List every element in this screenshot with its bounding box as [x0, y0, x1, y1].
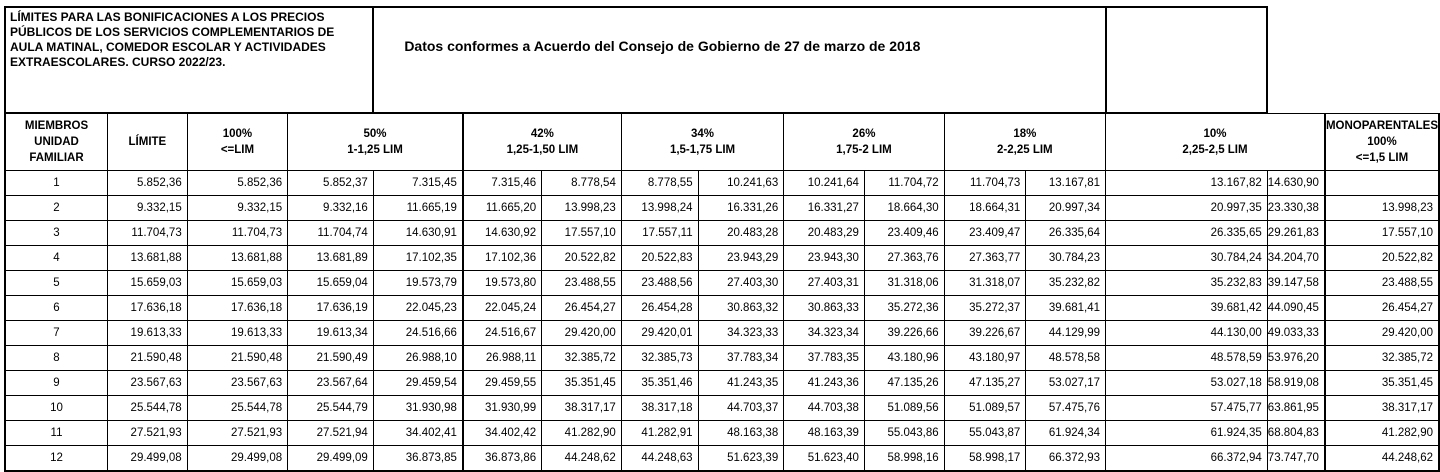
b10-from-cell: 61.924,35 [1106, 421, 1268, 446]
b50-to-cell: 24.516,66 [373, 321, 463, 346]
b10-to-cell: 49.033,33 [1267, 321, 1325, 346]
b50-to-cell: 19.573,79 [373, 271, 463, 296]
b50-from-cell: 17.636,19 [288, 296, 374, 321]
monoparental-cell: 29.420,00 [1325, 321, 1439, 346]
band-100-cell: 15.659,03 [187, 271, 287, 296]
b18-to-cell: 39.681,41 [1026, 296, 1106, 321]
table-row [5, 196, 1439, 221]
limit-cell: 23.567,63 [108, 371, 188, 396]
b50-to-cell: 17.102,35 [373, 246, 463, 271]
b42-from-cell: 34.402,42 [463, 421, 542, 446]
b18-from-cell: 31.318,07 [944, 271, 1026, 296]
members-cell: 11 [5, 421, 108, 446]
bonus-limits-table [4, 6, 1440, 472]
b42-to-cell: 29.420,00 [542, 321, 622, 346]
mono-range: <=1,5 LIM [1355, 151, 1409, 164]
b50-from-cell: 21.590,49 [288, 346, 374, 371]
monoparental-cell: 23.488,55 [1325, 271, 1439, 296]
b10-from-cell: 30.784,24 [1106, 246, 1268, 271]
b10-from-cell: 48.578,59 [1106, 346, 1268, 371]
b26-to-cell: 51.089,56 [864, 396, 944, 421]
b42-to-cell: 32.385,72 [542, 346, 622, 371]
b50-to-cell: 36.873,85 [373, 446, 463, 472]
b18-from-cell: 51.089,57 [944, 396, 1026, 421]
b34-to-cell: 30.863,32 [698, 296, 784, 321]
b42-to-cell: 17.557,10 [542, 221, 622, 246]
b34-from-cell: 41.282,91 [621, 421, 698, 446]
b34-to-cell: 10.241,63 [698, 171, 784, 196]
b50-to-cell: 34.402,41 [373, 421, 463, 446]
b18-to-cell: 30.784,23 [1026, 246, 1106, 271]
table-row [5, 346, 1439, 371]
b50-from-cell: 29.499,09 [288, 446, 374, 472]
b50-from-cell: 5.852,37 [288, 171, 374, 196]
b10-from-cell: 35.232,83 [1106, 271, 1268, 296]
b26-from-cell: 20.483,29 [784, 221, 865, 246]
b26-from-cell: 10.241,64 [784, 171, 865, 196]
title-row [5, 7, 1439, 113]
b26-from-cell: 44.703,38 [784, 396, 865, 421]
b34-to-cell: 37.783,34 [698, 346, 784, 371]
b34-to-cell: 51.623,39 [698, 446, 784, 472]
b34-from-cell: 38.317,18 [621, 396, 698, 421]
b18-to-cell: 57.475,76 [1026, 396, 1106, 421]
b26-to-cell: 27.363,76 [864, 246, 944, 271]
band-range: 1-1,25 LIM [347, 144, 403, 156]
band-10-header [1106, 113, 1325, 171]
table-row [5, 421, 1439, 446]
b42-to-cell: 44.248,62 [542, 446, 622, 472]
b10-to-cell: 23.330,38 [1267, 196, 1325, 221]
band-100-cell: 19.613,33 [187, 321, 287, 346]
b10-to-cell: 34.204,70 [1267, 246, 1325, 271]
b26-from-cell: 37.783,35 [784, 346, 865, 371]
b10-to-cell: 53.976,20 [1267, 346, 1325, 371]
b18-from-cell: 55.043,87 [944, 421, 1026, 446]
b26-to-cell: 18.664,30 [864, 196, 944, 221]
b26-to-cell: 35.272,36 [864, 296, 944, 321]
members-cell: 3 [5, 221, 108, 246]
b50-to-cell: 14.630,91 [373, 221, 463, 246]
b50-from-cell: 9.332,16 [288, 196, 374, 221]
limit-cell: 11.704,73 [108, 221, 188, 246]
column-header-row [5, 113, 1439, 171]
b26-to-cell: 55.043,86 [864, 421, 944, 446]
b42-to-cell: 26.454,27 [542, 296, 622, 321]
b34-from-cell: 13.998,24 [621, 196, 698, 221]
band-range: 1,75-2 LIM [836, 144, 892, 156]
b50-to-cell: 7.315,45 [373, 171, 463, 196]
limit-cell: 19.613,33 [108, 321, 188, 346]
b10-to-cell: 14.630,90 [1267, 171, 1325, 196]
table-row [5, 246, 1439, 271]
b10-from-cell: 13.167,82 [1106, 171, 1268, 196]
limit-cell: 13.681,88 [108, 246, 188, 271]
monoparental-cell: 20.522,82 [1325, 246, 1439, 271]
b26-to-cell: 39.226,66 [864, 321, 944, 346]
b34-from-cell: 8.778,55 [621, 171, 698, 196]
band-100-cell: 21.590,48 [187, 346, 287, 371]
b18-from-cell: 23.409,47 [944, 221, 1026, 246]
band-range: 2-2,25 LIM [997, 144, 1053, 156]
b26-from-cell: 30.863,33 [784, 296, 865, 321]
blank-header-cell [1106, 7, 1268, 113]
b50-to-cell: 22.045,23 [373, 296, 463, 321]
b10-from-cell: 39.681,42 [1106, 296, 1268, 321]
b18-to-cell: 26.335,64 [1026, 221, 1106, 246]
b18-from-cell: 35.272,37 [944, 296, 1026, 321]
b42-from-cell: 11.665,20 [463, 196, 542, 221]
band-100-cell: 29.499,08 [187, 446, 287, 472]
b42-from-cell: 29.459,55 [463, 371, 542, 396]
b26-from-cell: 48.163,39 [784, 421, 865, 446]
limit-cell: 27.521,93 [108, 421, 188, 446]
b34-from-cell: 17.557,11 [621, 221, 698, 246]
monoparental-cell: 35.351,45 [1325, 371, 1439, 396]
band-100-header [187, 113, 287, 171]
limit-header: LÍMITE [108, 113, 188, 171]
b18-from-cell: 47.135,27 [944, 371, 1026, 396]
members-cell: 2 [5, 196, 108, 221]
mono-title: MONOPARENTALES 100% [1325, 119, 1438, 148]
b18-to-cell: 66.372,93 [1026, 446, 1106, 472]
b50-to-cell: 31.930,98 [373, 396, 463, 421]
b42-to-cell: 35.351,45 [542, 371, 622, 396]
b26-from-cell: 27.403,31 [784, 271, 865, 296]
b34-to-cell: 16.331,26 [698, 196, 784, 221]
limit-cell: 9.332,15 [108, 196, 188, 221]
b42-to-cell: 41.282,90 [542, 421, 622, 446]
b18-from-cell: 11.704,73 [944, 171, 1026, 196]
b42-from-cell: 26.988,11 [463, 346, 542, 371]
b10-to-cell: 68.804,83 [1267, 421, 1325, 446]
band-pct: 10% [1203, 128, 1227, 140]
b26-from-cell: 16.331,27 [784, 196, 865, 221]
b34-from-cell: 44.248,63 [621, 446, 698, 472]
b50-from-cell: 11.704,74 [288, 221, 374, 246]
table-wrapper [4, 6, 1440, 472]
b42-from-cell: 31.930,99 [463, 396, 542, 421]
limit-cell: 15.659,03 [108, 271, 188, 296]
b26-to-cell: 31.318,06 [864, 271, 944, 296]
limit-cell: 5.852,36 [108, 171, 188, 196]
b34-to-cell: 34.323,33 [698, 321, 784, 346]
table-row [5, 371, 1439, 396]
table-row [5, 396, 1439, 421]
b34-from-cell: 35.351,46 [621, 371, 698, 396]
members-cell: 5 [5, 271, 108, 296]
band-18-header [944, 113, 1105, 171]
b50-to-cell: 29.459,54 [373, 371, 463, 396]
band-26-header [784, 113, 944, 171]
b10-from-cell: 57.475,77 [1106, 396, 1268, 421]
b26-to-cell: 43.180,96 [864, 346, 944, 371]
b34-to-cell: 41.243,35 [698, 371, 784, 396]
monoparental-cell: 32.385,72 [1325, 346, 1439, 371]
b10-to-cell: 73.747,70 [1267, 446, 1325, 472]
table-row [5, 296, 1439, 321]
table-row [5, 321, 1439, 346]
band-100-cell: 17.636,18 [187, 296, 287, 321]
b10-from-cell: 20.997,35 [1106, 196, 1268, 221]
b18-to-cell: 35.232,82 [1026, 271, 1106, 296]
b18-to-cell: 48.578,58 [1026, 346, 1106, 371]
members-cell: 8 [5, 346, 108, 371]
b50-from-cell: 23.567,64 [288, 371, 374, 396]
b42-to-cell: 13.998,23 [542, 196, 622, 221]
b26-from-cell: 23.943,30 [784, 246, 865, 271]
limit-cell: 25.544,78 [108, 396, 188, 421]
monoparental-cell: 44.248,62 [1325, 446, 1439, 472]
monoparental-cell: 17.557,10 [1325, 221, 1439, 246]
band-range: 1,25-1,50 LIM [506, 144, 579, 156]
monoparental-cell: 26.454,27 [1325, 296, 1439, 321]
monoparental-cell [1325, 171, 1439, 196]
band-pct: 34% [691, 128, 715, 140]
b26-to-cell: 47.135,26 [864, 371, 944, 396]
b10-to-cell: 58.919,08 [1267, 371, 1325, 396]
b18-to-cell: 13.167,81 [1026, 171, 1106, 196]
b10-to-cell: 44.090,45 [1267, 296, 1325, 321]
band-100-cell: 11.704,73 [187, 221, 287, 246]
b18-from-cell: 43.180,97 [944, 346, 1026, 371]
b18-from-cell: 27.363,77 [944, 246, 1026, 271]
b18-from-cell: 39.226,67 [944, 321, 1026, 346]
b26-to-cell: 58.998,16 [864, 446, 944, 472]
band-pct: 18% [1013, 128, 1037, 140]
table-title: LÍMITES PARA LAS BONIFICACIONES A LOS PRECIOS PÚBLICOS DE LOS SERVICIOS COMPLEMENTARIOS DE AULA MATINAL, COMEDOR ESCOLAR Y ACTIVIDADES EXTRAESCOLARES. CURSO 2022/23. [5, 7, 373, 113]
b42-from-cell: 24.516,67 [463, 321, 542, 346]
members-cell: 6 [5, 296, 108, 321]
band-100-cell: 5.852,36 [187, 171, 287, 196]
band-range: 1,5-1,75 LIM [669, 144, 736, 156]
band-range: 2,25-2,5 LIM [1182, 144, 1248, 156]
b42-to-cell: 20.522,82 [542, 246, 622, 271]
band-100-cell: 25.544,78 [187, 396, 287, 421]
b50-from-cell: 13.681,89 [288, 246, 374, 271]
limit-cell: 29.499,08 [108, 446, 188, 472]
b42-to-cell: 23.488,55 [542, 271, 622, 296]
b34-from-cell: 26.454,28 [621, 296, 698, 321]
band-100-cell: 23.567,63 [187, 371, 287, 396]
members-cell: 7 [5, 321, 108, 346]
b10-to-cell: 29.261,83 [1267, 221, 1325, 246]
members-cell: 4 [5, 246, 108, 271]
table-row [5, 171, 1439, 196]
b34-from-cell: 32.385,73 [621, 346, 698, 371]
b34-from-cell: 29.420,01 [621, 321, 698, 346]
monoparental-cell: 41.282,90 [1325, 421, 1439, 446]
b18-to-cell: 20.997,34 [1026, 196, 1106, 221]
b18-from-cell: 58.998,17 [944, 446, 1026, 472]
b42-from-cell: 14.630,92 [463, 221, 542, 246]
b34-to-cell: 23.943,29 [698, 246, 784, 271]
b42-from-cell: 19.573,80 [463, 271, 542, 296]
b34-to-cell: 44.703,37 [698, 396, 784, 421]
table-subtitle: Datos conformes a Acuerdo del Consejo de Gobierno de 27 de marzo de 2018 [373, 7, 1105, 113]
b10-to-cell: 63.861,95 [1267, 396, 1325, 421]
b34-to-cell: 27.403,30 [698, 271, 784, 296]
table-row [5, 221, 1439, 246]
monoparental-cell: 13.998,23 [1325, 196, 1439, 221]
band-range: <=LIM [220, 144, 255, 156]
b10-from-cell: 53.027,18 [1106, 371, 1268, 396]
b50-from-cell: 25.544,79 [288, 396, 374, 421]
members-header: MIEMBROS UNIDAD FAMILIAR [5, 113, 108, 171]
b34-to-cell: 48.163,38 [698, 421, 784, 446]
b42-from-cell: 36.873,86 [463, 446, 542, 472]
band-100-cell: 9.332,15 [187, 196, 287, 221]
b10-from-cell: 26.335,65 [1106, 221, 1268, 246]
b18-from-cell: 18.664,31 [944, 196, 1026, 221]
b34-from-cell: 20.522,83 [621, 246, 698, 271]
b50-to-cell: 26.988,10 [373, 346, 463, 371]
band-100-cell: 27.521,93 [187, 421, 287, 446]
b50-from-cell: 19.613,34 [288, 321, 374, 346]
b18-to-cell: 61.924,34 [1026, 421, 1106, 446]
b18-to-cell: 44.129,99 [1026, 321, 1106, 346]
band-pct: 26% [852, 128, 876, 140]
b42-from-cell: 7.315,46 [463, 171, 542, 196]
b42-from-cell: 22.045,24 [463, 296, 542, 321]
b26-from-cell: 34.323,34 [784, 321, 865, 346]
b18-to-cell: 53.027,17 [1026, 371, 1106, 396]
band-34-header [621, 113, 783, 171]
b50-from-cell: 27.521,94 [288, 421, 374, 446]
b50-from-cell: 15.659,04 [288, 271, 374, 296]
limit-cell: 21.590,48 [108, 346, 188, 371]
b26-to-cell: 11.704,72 [864, 171, 944, 196]
b10-from-cell: 66.372,94 [1106, 446, 1268, 472]
b26-from-cell: 41.243,36 [784, 371, 865, 396]
monoparental-header [1325, 113, 1439, 171]
table-row [5, 271, 1439, 296]
b10-to-cell: 39.147,58 [1267, 271, 1325, 296]
members-cell: 1 [5, 171, 108, 196]
b26-from-cell: 51.623,40 [784, 446, 865, 472]
b42-to-cell: 38.317,17 [542, 396, 622, 421]
members-cell: 9 [5, 371, 108, 396]
b10-from-cell: 44.130,00 [1106, 321, 1268, 346]
band-pct: 100% [222, 128, 253, 140]
band-42-header [463, 113, 621, 171]
b34-from-cell: 23.488,56 [621, 271, 698, 296]
table-row [5, 446, 1439, 472]
members-cell: 10 [5, 396, 108, 421]
b42-from-cell: 17.102,36 [463, 246, 542, 271]
limit-cell: 17.636,18 [108, 296, 188, 321]
b50-to-cell: 11.665,19 [373, 196, 463, 221]
band-pct: 42% [530, 128, 554, 140]
b34-to-cell: 20.483,28 [698, 221, 784, 246]
band-pct: 50% [363, 128, 387, 140]
band-100-cell: 13.681,88 [187, 246, 287, 271]
b42-to-cell: 8.778,54 [542, 171, 622, 196]
b26-to-cell: 23.409,46 [864, 221, 944, 246]
members-cell: 12 [5, 446, 108, 472]
monoparental-cell: 38.317,17 [1325, 396, 1439, 421]
band-50-header [288, 113, 463, 171]
